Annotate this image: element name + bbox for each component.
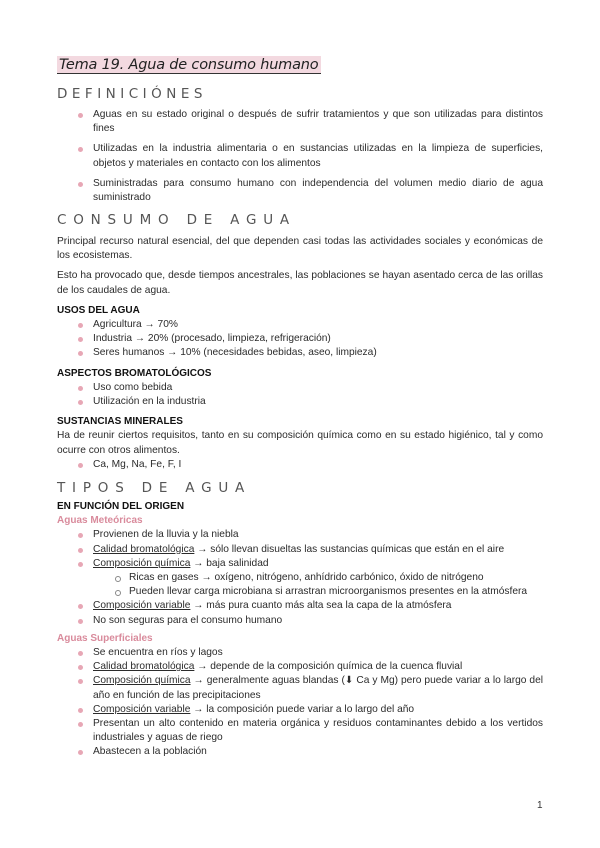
usos-label: USOS DEL AGUA xyxy=(57,304,140,316)
bromatologicos-label: ASPECTOS BROMATOLÓGICOS xyxy=(57,367,212,379)
list-item: Calidad bromatológica → depende de la composición química de la cuenca fluvial xyxy=(57,660,543,674)
sub-bullet-icon xyxy=(115,590,121,596)
title-container xyxy=(57,56,321,74)
bullet-icon xyxy=(78,113,83,118)
list-item: Ricas en gases → oxígeno, nitrógeno, anhídrido carbónico, óxido de nitrógeno xyxy=(57,571,543,585)
heading-definiciones: DEFINICIÓNES xyxy=(57,86,207,102)
definiciones-list xyxy=(57,108,543,205)
bullet-icon xyxy=(78,665,83,670)
usos-list xyxy=(57,318,543,361)
meteoricas-label: Aguas Meteóricas xyxy=(57,515,143,527)
list-item: Abastecen a la población xyxy=(57,745,543,759)
consumo-block xyxy=(57,235,543,472)
list-item: Composición variable → más pura cuanto más alta sea la capa de la atmósfera xyxy=(57,599,543,613)
bullet-icon xyxy=(78,651,83,656)
superficiales-label: Aguas Superficiales xyxy=(57,632,153,644)
list-item: Ca, Mg, Na, Fe, F, I xyxy=(57,458,543,472)
bullet-icon xyxy=(78,562,83,567)
list-item: Presentan un alto contenido en materia orgánica y residuos contaminantes debido a los vertidos industriales y aguas de riego xyxy=(57,717,543,745)
bullet-icon xyxy=(78,604,83,609)
list-item: Utilización en la industria xyxy=(57,395,543,409)
list-item: Aguas en su estado original o después de sufrir tratamientos y que son utilizadas para distintos fines xyxy=(57,108,543,136)
sub-bullet-icon xyxy=(115,576,121,582)
list-item: Uso como bebida xyxy=(57,381,543,395)
consumo-paragraph-2: Esto ha provocado que, desde tiempos ancestrales, las poblaciones se hayan asentado cerca de las orillas de los caudales de agua. xyxy=(57,270,543,296)
list-item: Utilizadas en la industria alimentaria o en sustancias utilizadas en la limpieza de superficies, objetos y materiales en contacto con los alimentos xyxy=(57,142,543,170)
list-item: Pueden llevar carga microbiana si arrastran microorganismos presentes en la atmósfera xyxy=(57,585,543,599)
list-item: Se encuentra en ríos y lagos xyxy=(57,646,543,660)
bullet-icon xyxy=(78,337,83,342)
list-item: No son seguras para el consumo humano xyxy=(57,614,543,628)
definiciones-list-block xyxy=(57,108,543,205)
bullet-icon xyxy=(78,386,83,391)
list-item: Composición variable → la composición puede variar a lo largo del año xyxy=(57,703,543,717)
list-item: Industria → 20% (procesado, limpieza, refrigeración) xyxy=(57,332,543,346)
list-item: Agricultura → 70% xyxy=(57,318,543,332)
heading-consumo: CONSUMO DE AGUA xyxy=(57,212,296,228)
bullet-icon xyxy=(78,722,83,727)
list-item: Composición química → baja salinidad xyxy=(57,557,543,571)
bullet-icon xyxy=(78,400,83,405)
list-item: Composición química → generalmente aguas blandas (⬇ Ca y Mg) pero puede variar a lo largo del año en función de las precipitaciones xyxy=(57,674,543,702)
bullet-icon xyxy=(78,182,83,187)
bullet-icon xyxy=(78,679,83,684)
list-item: Suministradas para consumo humano con independencia del volumen medio diario de agua suministrado xyxy=(57,177,543,205)
list-item: Seres humanos → 10% (necesidades bebidas, aseo, limpieza) xyxy=(57,346,543,360)
bullet-icon xyxy=(78,351,83,356)
meteoricas-sublist xyxy=(57,571,543,599)
bullet-icon xyxy=(78,548,83,553)
page-title: Tema 19. Agua de consumo humano xyxy=(57,56,321,74)
tipos-block xyxy=(57,500,543,760)
list-item: Provienen de la lluvia y la niebla xyxy=(57,528,543,542)
origen-label: EN FUNCIÓN DEL ORIGEN xyxy=(57,501,185,512)
meteoricas-list-continued xyxy=(57,599,543,627)
bullet-icon xyxy=(78,463,83,468)
bullet-icon xyxy=(78,708,83,713)
superficiales-list xyxy=(57,646,543,760)
meteoricas-list xyxy=(57,528,543,571)
bullet-icon xyxy=(78,750,83,755)
heading-tipos: TIPOS DE AGUA xyxy=(57,480,252,496)
bullet-icon xyxy=(78,533,83,538)
minerales-text: Ha de reunir ciertos requisitos, tanto en su composición química como en su estado higiénico, tal y como ocurre con otros alimentos. xyxy=(57,430,543,456)
list-item: Calidad bromatológica → sólo llevan disueltas las sustancias químicas que están en el aire xyxy=(57,543,543,557)
bullet-icon xyxy=(78,323,83,328)
page-number: 1 xyxy=(537,800,543,811)
minerales-label: SUSTANCIAS MINERALES xyxy=(57,416,183,428)
minerales-list xyxy=(57,458,543,472)
bullet-icon xyxy=(78,147,83,152)
consumo-paragraph-1: Principal recurso natural esencial, del que dependen casi todas las actividades sociales y económicas de los ecosistemas. xyxy=(57,236,543,262)
bullet-icon xyxy=(78,619,83,624)
bromatologicos-list xyxy=(57,381,543,409)
